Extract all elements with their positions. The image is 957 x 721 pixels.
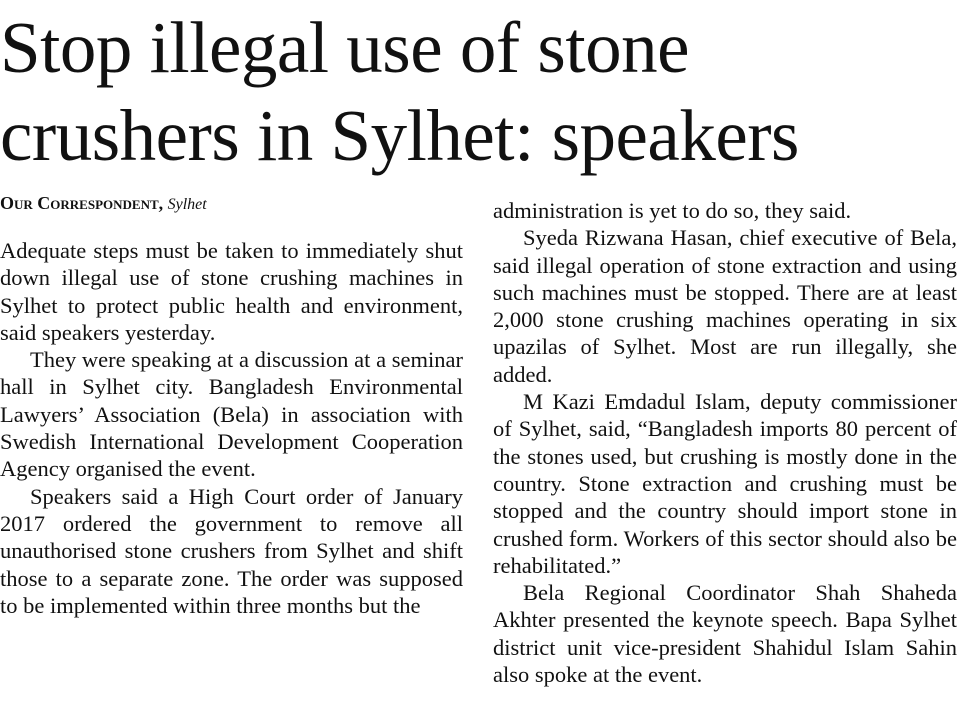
headline (0, 4, 957, 180)
byline-author: Our Correspondent, (0, 193, 164, 213)
paragraph: M Kazi Emdadul Islam, deputy commissioner of Sylhet, said, “Bangladesh imports 80 percent of the stones used, but crushing is mostly done in the country. Stone extraction and crushing must be stopped and the country should import stone in crushed form. Workers of this sector should also be rehabilitated.” (493, 389, 957, 578)
paragraph: Bela Regional Coordinator Shah Shaheda Akhter presented the keynote speech. Bapa Sylhet district unit vice-president Shahidul Islam Sahin also spoke at the event. (493, 580, 957, 688)
byline-location: Sylhet (167, 196, 207, 213)
article-column-left (0, 237, 463, 619)
byline (0, 192, 207, 216)
paragraph: Adequate steps must be taken to immediately shut down illegal use of stone crushing machines in Sylhet to protect public health and environment, said speakers yesterday. (0, 238, 463, 345)
paragraph: administration is yet to do so, they said. (493, 198, 852, 223)
paragraph: They were speaking at a discussion at a seminar hall in Sylhet city. Bangladesh Environmental Lawyers’ Association (Bela) in association with Swedish International Development Cooperation Agency organised the event. (0, 347, 463, 482)
headline-line-1: Stop illegal use of stone (0, 7, 690, 88)
headline-line-2: crushers in Sylhet: speakers (0, 95, 799, 176)
paragraph: Syeda Rizwana Hasan, chief executive of Bela, said illegal operation of stone extraction and using such machines must be stopped. There are at least 2,000 stone crushing machines operating in six upazilas of Sylhet. Most are run illegally, she added. (493, 225, 957, 387)
paragraph: Speakers said a High Court order of January 2017 ordered the government to remove all unauthorised stone crushers from Sylhet and shift those to a separate zone. The order was supposed to be implemented within three months but the (0, 483, 463, 618)
article-column-right (493, 197, 957, 688)
